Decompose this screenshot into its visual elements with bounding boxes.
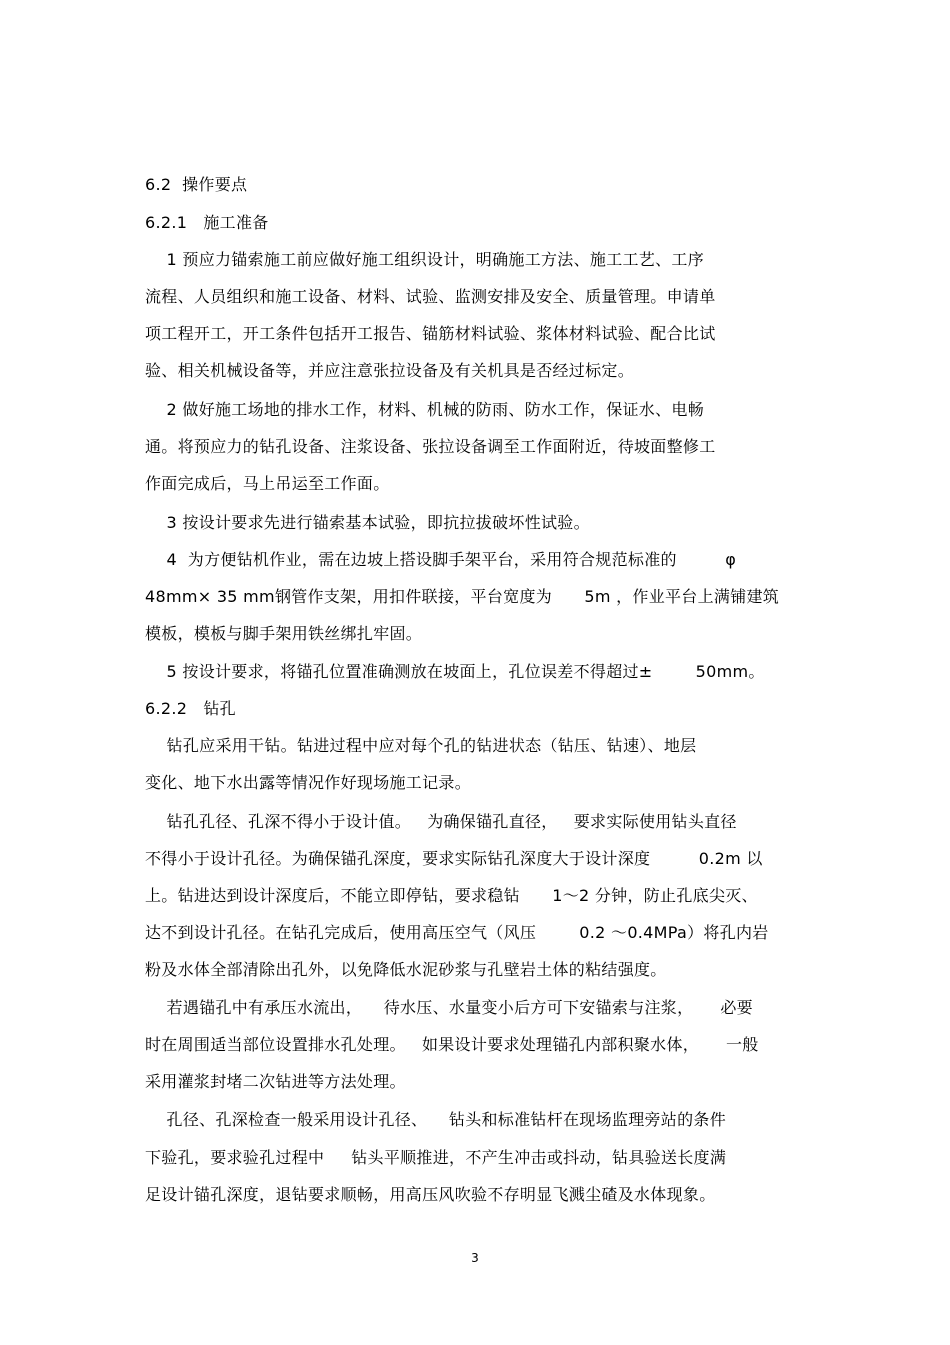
text-line: 1 预应力锚索施工前应做好施工组织设计，明确施工方法、施工工艺、工序 xyxy=(145,250,705,269)
text-line: 2 做好施工场地的排水工作，材料、机械的防雨、防水工作，保证水、电畅 xyxy=(145,400,705,419)
subsection-heading-6-2-2: 6.2.2 钻孔 xyxy=(145,699,236,718)
text-line: 下验孔，要求验孔过程中 钻头平顺推进，不产生冲击或抖动，钻具验送长度满 xyxy=(145,1148,727,1167)
text-line: 项工程开工，开工条件包括开工报告、锚筋材料试验、浆体材料试验、配合比试 xyxy=(145,324,716,343)
text-line: 通。将预应力的钻孔设备、注浆设备、张拉设备调至工作面附近，待坡面整修工 xyxy=(145,437,716,456)
text-line: 作面完成后，马上吊运至工作面。 xyxy=(145,474,390,493)
text-line: 4 为方便钻机作业，需在边坡上搭设脚手架平台，采用符合规范标准的 φ xyxy=(145,550,737,569)
text-line: 不得小于设计孔径。为确保锚孔深度，要求实际钻孔深度大于设计深度 0.2m 以 xyxy=(145,849,763,868)
text-line: 粉及水体全部清除出孔外，以免降低水泥砂浆与孔壁岩土体的粘结强度。 xyxy=(145,960,667,979)
text-line: 时在周围适当部位设置排水孔处理。 如果设计要求处理锚孔内部积聚水体， 一般 xyxy=(145,1035,759,1054)
text-line: 上。钻进达到设计深度后，不能立即停钻，要求稳钻 1～2 分钟，防止孔底尖灭、 xyxy=(145,886,758,905)
text-line: 钻孔应采用干钻。钻进过程中应对每个孔的钻进状态（钻压、钻速）、地层 xyxy=(145,736,697,755)
subsection-heading-6-2-1: 6.2.1 施工准备 xyxy=(145,213,269,232)
text-line: 钻孔孔径、孔深不得小于设计值。 为确保锚孔直径， 要求实际使用钻头直径 xyxy=(145,812,737,831)
text-line: 变化、地下水出露等情况作好现场施工记录。 xyxy=(145,773,472,792)
text-line: 采用灌浆封堵二次钻进等方法处理。 xyxy=(145,1072,406,1091)
text-line: 足设计锚孔深度，退钻要求顺畅，用高压风吹验不存明显飞溅尘碴及水体现象。 xyxy=(145,1185,716,1204)
text-line: 5 按设计要求，将锚孔位置准确测放在坡面上，孔位误差不得超过± 50mm。 xyxy=(145,662,765,681)
text-line: 流程、人员组织和施工设备、材料、试验、监测安排及安全、质量管理。申请单 xyxy=(145,287,716,306)
text-line: 若遇锚孔中有承压水流出， 待水压、水量变小后方可下安锚索与注浆， 必要 xyxy=(145,998,753,1017)
section-heading-6-2: 6.2 操作要点 xyxy=(145,175,248,194)
text-line: 达不到设计孔径。在钻孔完成后，使用高压空气（风压 0.2 ～0.4MPa）将孔内岩 xyxy=(145,923,769,942)
text-line: 模板，模板与脚手架用铁丝绑扎牢固。 xyxy=(145,624,423,643)
page-number: 3 xyxy=(471,1251,479,1265)
text-line: 孔径、孔深检查一般采用设计孔径、 钻头和标准钻杆在现场监理旁站的条件 xyxy=(145,1110,726,1129)
text-line: 3 按设计要求先进行锚索基本试验，即抗拉拔破坏性试验。 xyxy=(145,513,590,532)
text-line: 48mm× 35 mm钢管作支架，用扣件联接，平台宽度为 5m ，作业平台上满铺建筑 xyxy=(145,587,780,606)
text-line: 验、相关机械设备等，并应注意张拉设备及有关机具是否经过标定。 xyxy=(145,361,635,380)
